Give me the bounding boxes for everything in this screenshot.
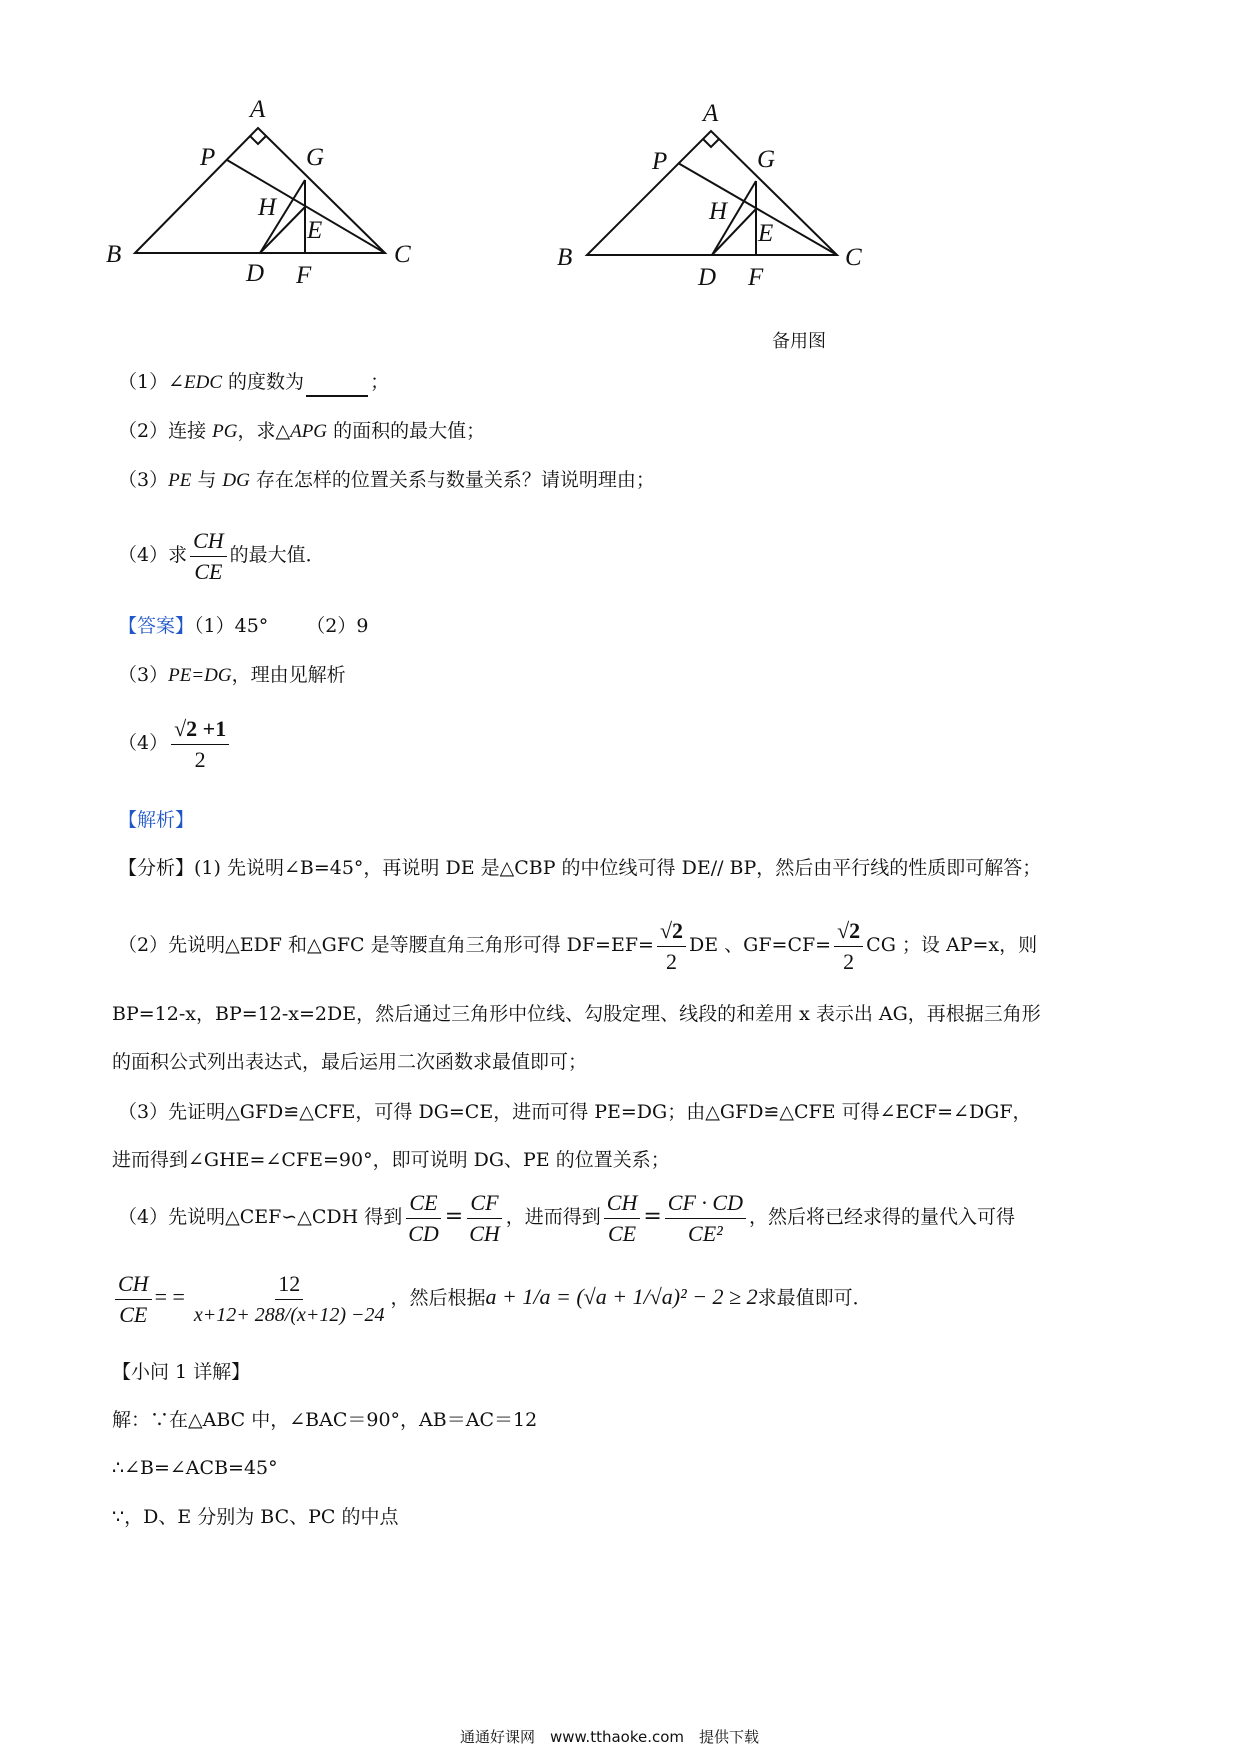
label-f-backup: F — [748, 264, 764, 291]
figure-1 — [100, 95, 480, 320]
triangle-abc — [135, 128, 385, 253]
answer-line-3: （3）PE=DG，理由见解析 — [118, 664, 346, 686]
label-p-backup: P — [652, 148, 668, 175]
figure-2-caption: 备用图 — [772, 331, 826, 352]
question-1: （1）∠EDC 的度数为 ； — [118, 368, 389, 397]
answer-line-4: （4） $\frac{√2 +1}{2}$ — [118, 708, 232, 778]
label-f: F — [296, 262, 312, 289]
analysis-p4: 的面积公式列出表达式，最后运用二次函数求最值即可； — [112, 1051, 588, 1073]
label-c-backup: C — [845, 244, 862, 271]
detail-line-1: 解：∵在△ABC 中，∠BAC＝90°，AB＝AC＝12 — [112, 1409, 538, 1431]
label-p: P — [200, 144, 216, 171]
label-d: D — [246, 260, 265, 287]
question-3: （3）PE 与 DG 存在怎样的位置关系与数量关系？请说明理由； — [118, 469, 655, 491]
analysis-p6: 进而得到∠GHE=∠CFE=90°，即可说明 DG、PE 的位置关系； — [112, 1149, 670, 1171]
label-b: B — [106, 241, 122, 268]
label-b-backup: B — [557, 244, 573, 271]
analysis-p5: （3）先证明△GFD≌△CFE，可得 DG=CE，进而可得 PE=DG；由△GFD≌△CFE 可得∠ECF=∠DGF， — [118, 1101, 1032, 1123]
analysis-p8: $\frac{CH}{CE}$ = = $\frac{12}{x+12+ 288/(x+12) -24}$ ，然后根据a + 1/a = (√a + 1/√a)² − 2 ≥ 2求最值即可． — [112, 1256, 872, 1339]
analysis-p7: （4）先说明△CEF∽△CDH 得到 $\frac{CE}{CD}$ = $\frac{CF}{CH}$ ，进而得到 $\frac{CH}{CE}$ = $\frac{CF \cdot CD}{\text{CE²}}$ ，然后将已经求得的量代入可得 — [118, 1189, 1015, 1246]
label-g: G — [306, 144, 325, 171]
right-angle-mark-a-backup — [703, 139, 719, 147]
figure-2 — [552, 95, 952, 355]
question-2: （2）连接 PG，求△APG 的面积的最大值； — [118, 420, 486, 442]
triangle-abc-backup — [587, 131, 837, 255]
label-g-backup: G — [757, 146, 776, 173]
answer-line-1: 【答案】（1）45° （2）9 — [118, 615, 369, 637]
answer-tag: 【答案】 — [118, 615, 195, 637]
analysis-p2: （2）先说明△EDF 和△GFC 是等腰直角三角形可得 DF=EF= $\frac{√2}{2}$ DE 、GF=CF= $\frac{√2}{2}$ CG ；设 AP=x，则 — [118, 917, 1038, 974]
footer-source: 通通好课网 www.tthaoke.com 提供下载 — [460, 1728, 760, 1746]
detail-line-2: ∴∠B=∠ACB=45° — [112, 1457, 278, 1479]
label-a: A — [250, 96, 266, 123]
label-e: E — [307, 217, 323, 244]
detail-line-3: ∵，D、E 分别为 BC、PC 的中点 — [112, 1506, 399, 1528]
label-d-backup: D — [698, 264, 717, 291]
label-c: C — [394, 241, 411, 268]
analysis-p3: BP=12-x，BP=12-x=2DE，然后通过三角形中位线、勾股定理、线段的和差用 x 表示出 AG，再根据三角形 — [112, 1003, 1041, 1025]
label-h-backup: H — [709, 198, 728, 225]
analysis-tag: 【解析】 — [118, 809, 195, 831]
label-h: H — [258, 194, 277, 221]
question-4: （4）求 $\frac{CH}{CE}$ 的最大值． — [118, 527, 325, 584]
label-a-backup: A — [703, 100, 719, 127]
label-e-backup: E — [758, 220, 774, 247]
right-angle-mark-a — [250, 136, 266, 144]
answer-blank — [306, 375, 368, 397]
analysis-p1: 【分析】(1) 先说明∠B=45°，再说明 DE 是△CBP 的中位线可得 DE// BP，然后由平行线的性质即可解答； — [118, 857, 1042, 879]
detail-tag: 【小问 1 详解】 — [112, 1361, 251, 1383]
